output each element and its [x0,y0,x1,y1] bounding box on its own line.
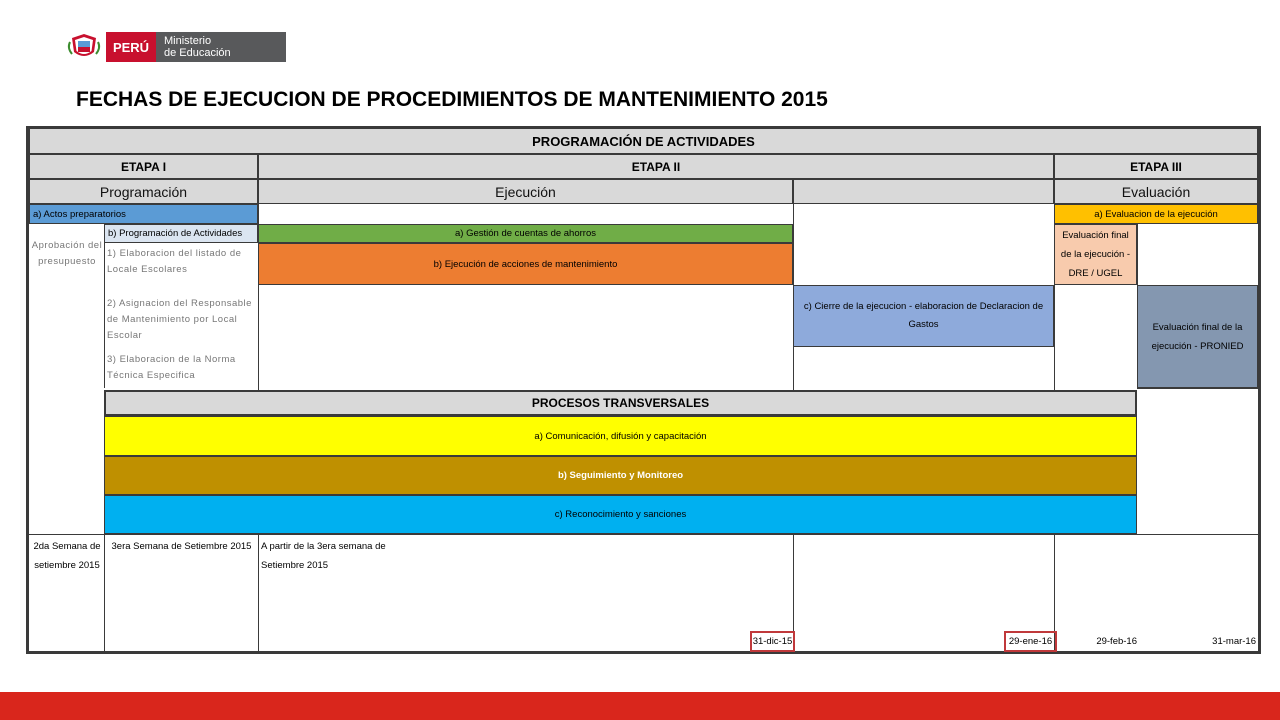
phase-ejecucion: Ejecución [258,179,793,204]
evaluacion-ejecucion: a) Evaluacion de la ejecución [1054,204,1258,224]
fecha-etapa1: 2da Semana de setiembre 2015 [33,541,101,571]
fecha-ejecucion: A partir de la 3era semana de Setiembre 2015 [261,541,386,571]
evaluacion-dre-ugel: Evaluación final de la ejecución - DRE / UGEL [1054,224,1137,285]
aprobacion-presupuesto: Aprobación del presupuesto [31,240,103,267]
main-header: PROGRAMACIÓN DE ACTIVIDADES [29,128,1258,154]
fecha-programacion: 3era Semana de Setiembre 2015 [111,540,252,552]
item-norma-tecnica: 3) Elaboracion de la Norma Técnica Especifica [107,354,236,381]
date-31-dic-15: 31-dic-15 [750,631,795,652]
comunicacion-bar: a) Comunicación, difusión y capacitación [104,416,1137,456]
cierre-ejecucion-bar: c) Cierre de la ejecucion - elaboracion de Declaracion de Gastos [793,285,1054,347]
stage-3-header: ETAPA III [1054,154,1258,179]
date-29-ene-16: 29-ene-16 [1004,631,1057,652]
stage-1-header: ETAPA I [29,154,258,179]
reconocimiento-bar: c) Reconocimiento y sanciones [104,495,1137,534]
phase-blank [793,179,1054,204]
ministry-line2: de Educación [164,47,231,59]
ejecucion-acciones-bar: b) Ejecución de acciones de mantenimiento [258,243,793,285]
actos-preparatorios: a) Actos preparatorios [29,204,258,224]
ministry-name [156,32,286,62]
seguimiento-bar: b) Seguimiento y Monitoreo [104,456,1137,495]
procesos-transversales-header: PROCESOS TRANSVERSALES [104,390,1137,416]
peru-label: PERÚ [106,32,156,62]
item-listado-locales: 1) Elaboracion del listado de Locale Escolares [107,248,242,275]
peru-coat-of-arms-icon [66,32,102,62]
ministry-logo [66,32,286,62]
phase-programacion: Programación [29,179,258,204]
item-asignacion-responsable: 2) Asignacion del Responsable de Mantenimiento por Local Escolar [107,298,252,341]
gestion-cuentas-bar: a) Gestión de cuentas de ahorros [258,224,793,243]
date-31-mar-16: 31-mar-16 [1212,636,1256,647]
evaluacion-pronied: Evaluación final de la ejecución - PRONIED [1137,285,1258,388]
programacion-actividades: b) Programación de Actividades [104,224,258,243]
date-29-feb-16: 29-feb-16 [1096,636,1137,647]
phase-evaluacion: Evaluación [1054,179,1258,204]
footer-bar [0,692,1280,720]
ministry-line1: Ministerio [164,35,212,47]
page-title: FECHAS DE EJECUCION DE PROCEDIMIENTOS DE MANTENIMIENTO 2015 [76,88,828,111]
stage-2-header: ETAPA II [258,154,1054,179]
